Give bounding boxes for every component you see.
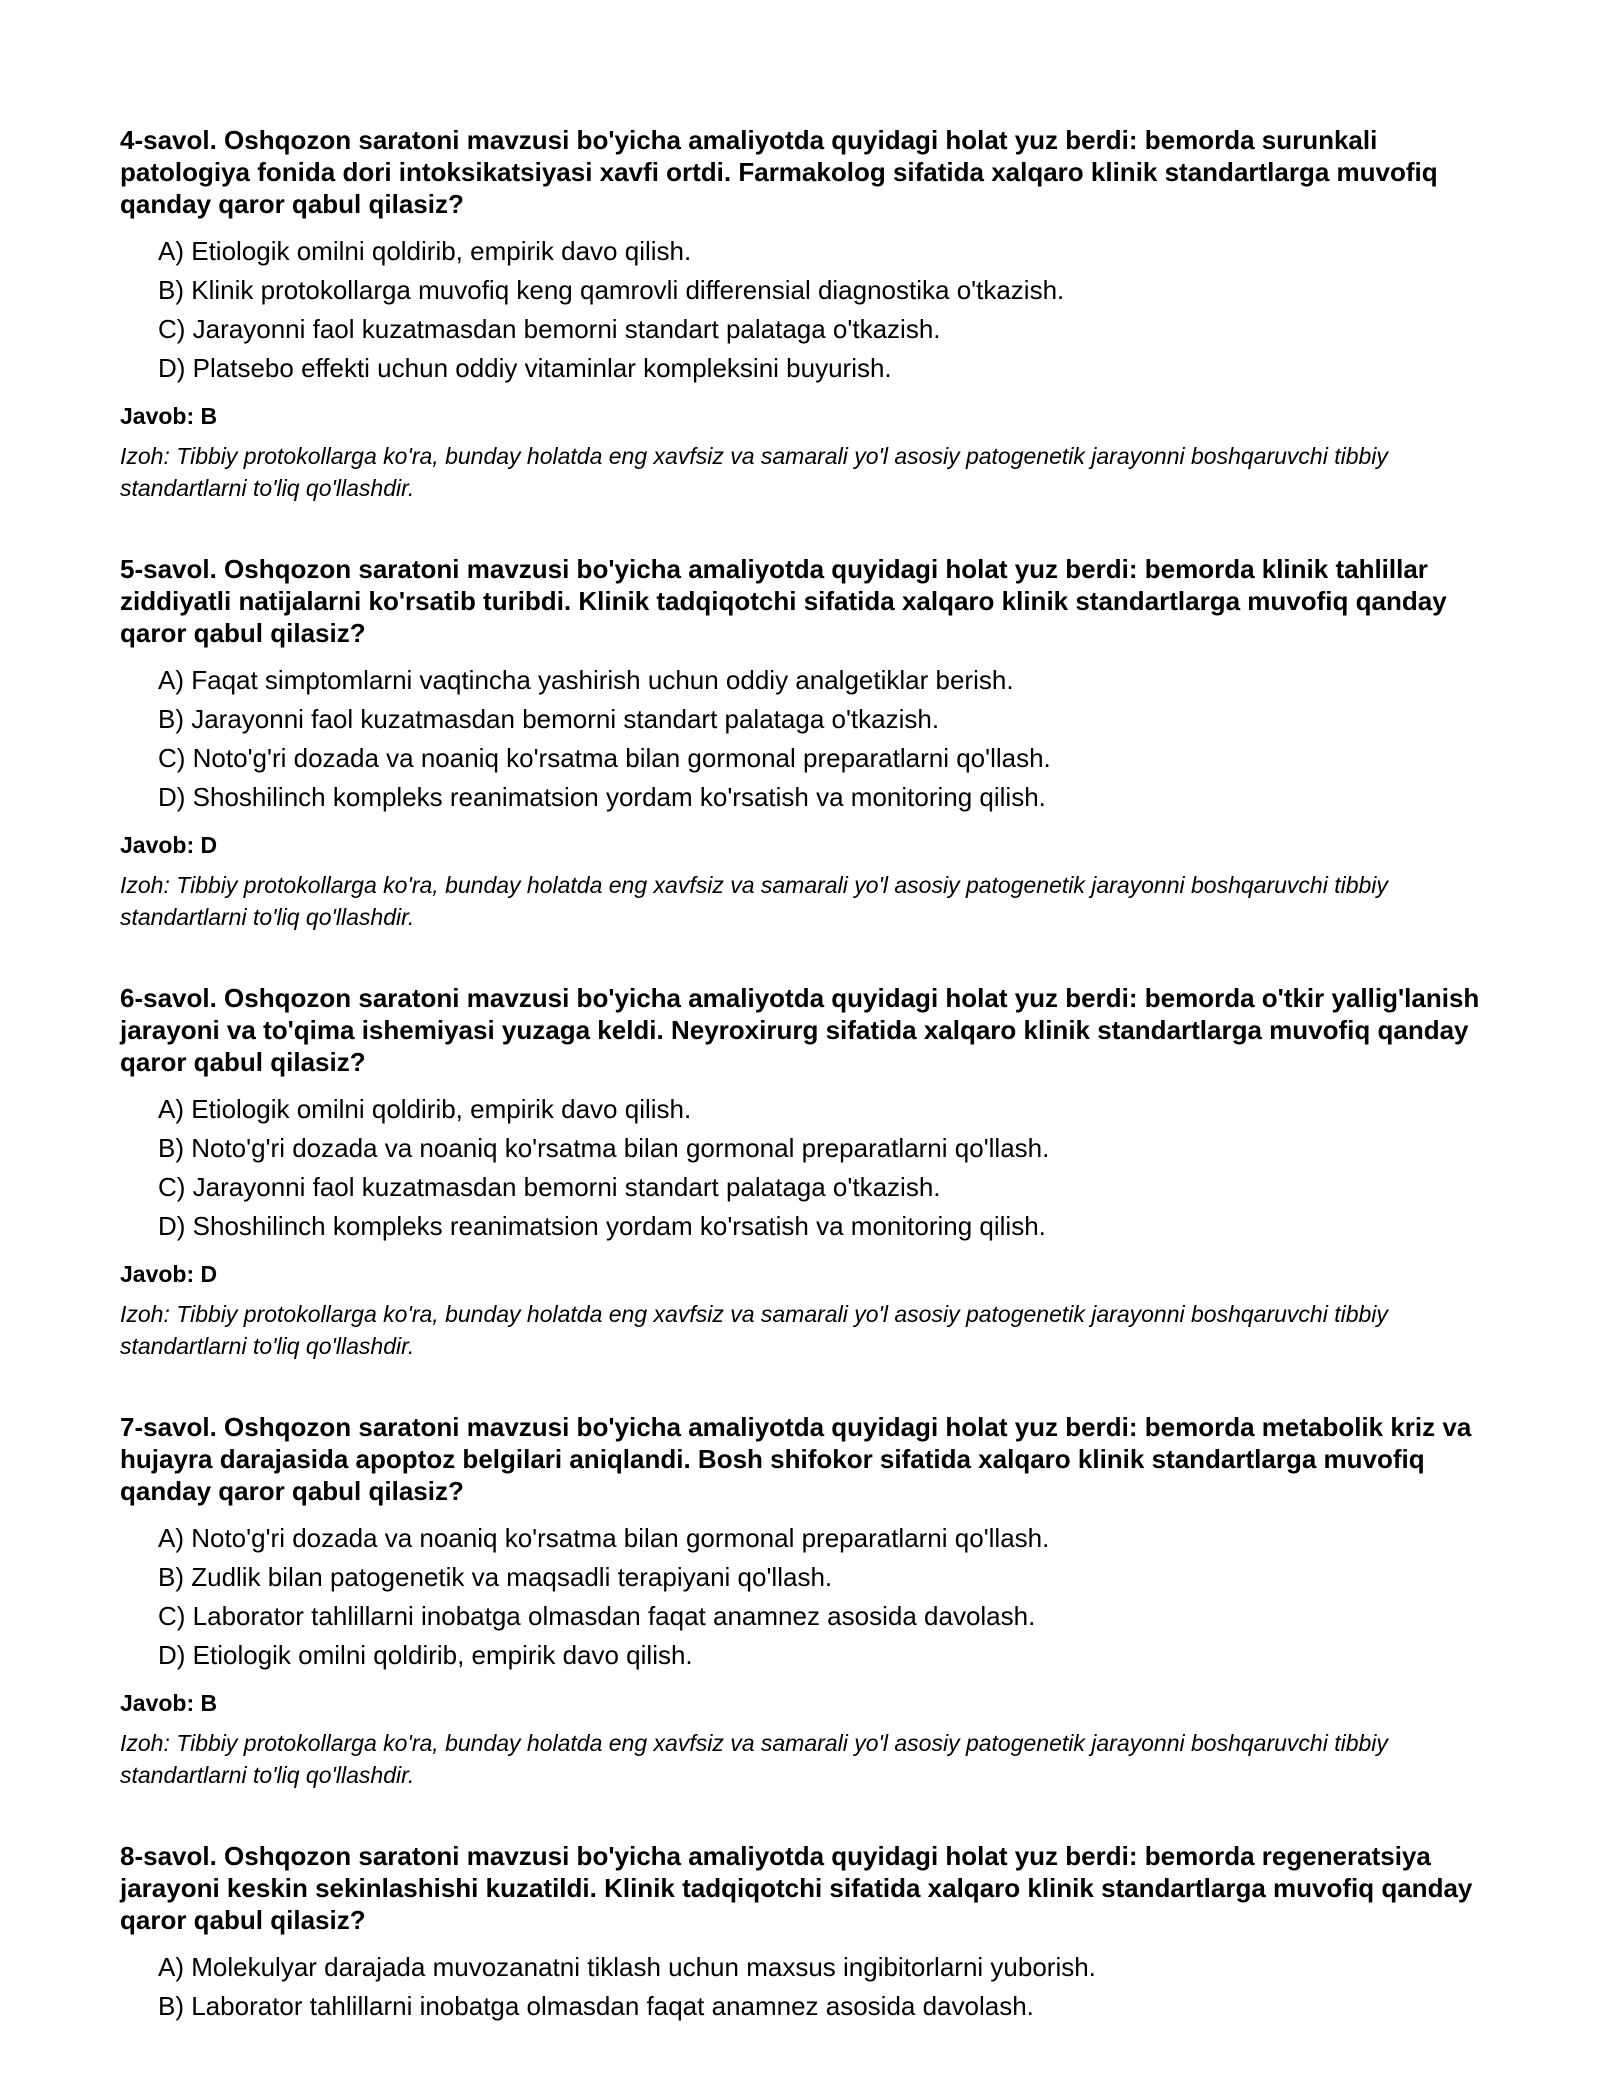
question-text: 6-savol. Oshqozon saratoni mavzusi bo'yicha amaliyotda quyidagi holat yuz berdi: bemorda o'tkir yallig'lanish jarayoni va to'qima ishemiyasi yuzaga keldi. Neyroxirurg sifatida xalqaro klinik standartlarga muvofiq qanday qaror qabul qilasiz? — [120, 983, 1480, 1077]
option-b: B) Laborator tahlillarni inobatga olmasdan faqat anamnez asosida davolash. — [158, 1991, 1034, 2021]
option-list — [158, 232, 1500, 388]
question-text: 5-savol. Oshqozon saratoni mavzusi bo'yicha amaliyotda quyidagi holat yuz berdi: bemorda klinik tahlillar ziddiyatli natijalarni ko'rsatib turibdi. Klinik tadqiqotchi sifatida xalqaro klinik standartlarga muvofiq qanday qaror qabul qilasiz? — [120, 554, 1447, 648]
explanation-text: Izoh: Tibbiy protokollarga ko'ra, bunday holatda eng xavfsiz va samarali yo'l asosiy patogenetik jarayonni boshqaruvchi tibbiy standartlarni to'liq qo'llashdir. — [120, 1730, 1388, 1788]
answer-line: Javob: D — [120, 832, 218, 858]
question-block — [120, 1840, 1500, 2026]
option-c: C) Noto'g'ri dozada va noaniq ko'rsatma bilan gormonal preparatlarni qo'llash. — [158, 743, 1051, 773]
option-a: A) Etiologik omilni qoldirib, empirik davo qilish. — [158, 236, 692, 266]
option-list — [158, 1948, 1500, 2026]
option-d: D) Shoshilinch kompleks reanimatsion yordam ko'rsatish va monitoring qilish. — [158, 1211, 1046, 1241]
option-a: A) Etiologik omilni qoldirib, empirik davo qilish. — [158, 1094, 692, 1124]
option-list — [158, 1090, 1500, 1246]
question-block — [120, 553, 1500, 933]
option-a: A) Molekulyar darajada muvozanatni tiklash uchun maxsus ingibitorlarni yuborish. — [158, 1952, 1096, 1982]
explanation-text: Izoh: Tibbiy protokollarga ko'ra, bunday holatda eng xavfsiz va samarali yo'l asosiy patogenetik jarayonni boshqaruvchi tibbiy standartlarni to'liq qo'llashdir. — [120, 1301, 1388, 1359]
answer-line: Javob: B — [120, 403, 218, 429]
option-c: C) Laborator tahlillarni inobatga olmasdan faqat anamnez asosida davolash. — [158, 1601, 1036, 1631]
option-b: B) Zudlik bilan patogenetik va maqsadli terapiyani qo'llash. — [158, 1562, 833, 1592]
option-a: A) Noto'g'ri dozada va noaniq ko'rsatma bilan gormonal preparatlarni qo'llash. — [158, 1523, 1050, 1553]
option-c: C) Jarayonni faol kuzatmasdan bemorni standart palataga o'tkazish. — [158, 1172, 941, 1202]
explanation-text: Izoh: Tibbiy protokollarga ko'ra, bunday holatda eng xavfsiz va samarali yo'l asosiy patogenetik jarayonni boshqaruvchi tibbiy standartlarni to'liq qo'llashdir. — [120, 872, 1388, 930]
question-text: 7-savol. Oshqozon saratoni mavzusi bo'yicha amaliyotda quyidagi holat yuz berdi: bemorda metabolik kriz va hujayra darajasida apoptoz belgilari aniqlandi. Bosh shifokor sifatida xalqaro klinik standartlarga muvofiq qanday qaror qabul qilasiz? — [120, 1412, 1472, 1506]
option-list — [158, 1519, 1500, 1675]
option-list — [158, 661, 1500, 817]
option-b: B) Noto'g'ri dozada va noaniq ko'rsatma bilan gormonal preparatlarni qo'llash. — [158, 1133, 1050, 1163]
option-b: B) Klinik protokollarga muvofiq keng qamrovli differensial diagnostika o'tkazish. — [158, 275, 1065, 305]
answer-line: Javob: B — [120, 1690, 218, 1716]
option-d: D) Etiologik omilni qoldirib, empirik davo qilish. — [158, 1640, 693, 1670]
option-d: D) Shoshilinch kompleks reanimatsion yordam ko'rsatish va monitoring qilish. — [158, 782, 1046, 812]
option-d: D) Platsebo effekti uchun oddiy vitaminlar kompleksini buyurish. — [158, 353, 892, 383]
question-block — [120, 1411, 1500, 1791]
answer-line: Javob: D — [120, 1261, 218, 1287]
option-b: B) Jarayonni faol kuzatmasdan bemorni standart palataga o'tkazish. — [158, 704, 940, 734]
question-block — [120, 124, 1500, 504]
question-text: 4-savol. Oshqozon saratoni mavzusi bo'yicha amaliyotda quyidagi holat yuz berdi: bemorda surunkali patologiya fonida dori intoksikatsiyasi xavfi ortdi. Farmakolog sifatida xalqaro klinik standartlarga muvofiq qanday qaror qabul qilasiz? — [120, 125, 1438, 219]
explanation-text: Izoh: Tibbiy protokollarga ko'ra, bunday holatda eng xavfsiz va samarali yo'l asosiy patogenetik jarayonni boshqaruvchi tibbiy standartlarni to'liq qo'llashdir. — [120, 443, 1388, 501]
option-c: C) Jarayonni faol kuzatmasdan bemorni standart palataga o'tkazish. — [158, 314, 941, 344]
question-text: 8-savol. Oshqozon saratoni mavzusi bo'yicha amaliyotda quyidagi holat yuz berdi: bemorda regeneratsiya jarayoni keskin sekinlashishi kuzatildi. Klinik tadqiqotchi sifatida xalqaro klinik standartlarga muvofiq qanday qaror qabul qilasiz? — [120, 1841, 1473, 1935]
option-a: A) Faqat simptomlarni vaqtincha yashirish uchun oddiy analgetiklar berish. — [158, 665, 1014, 695]
document-page — [120, 124, 1500, 2075]
question-block — [120, 982, 1500, 1362]
